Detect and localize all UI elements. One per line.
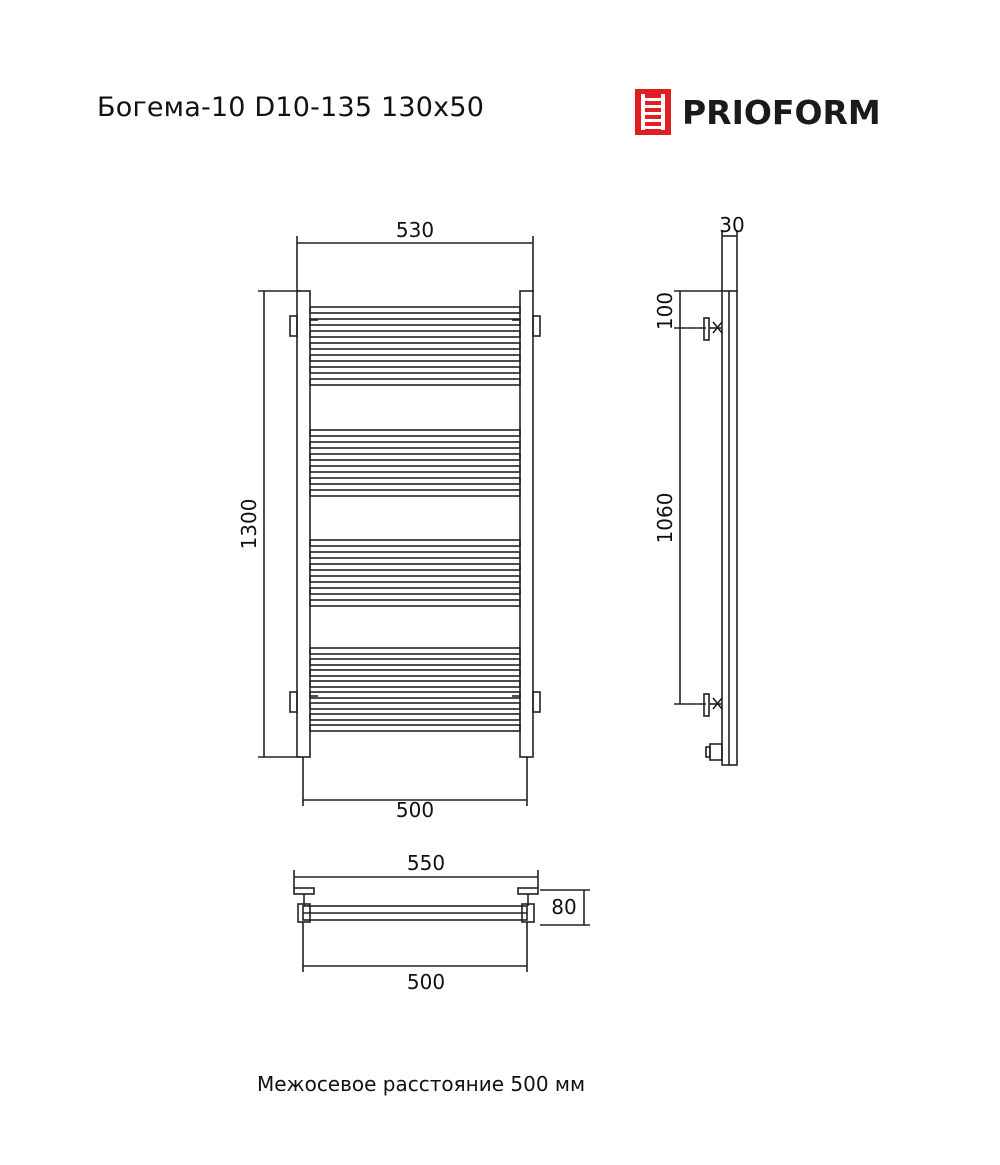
dim-side-depth: 30 [719,213,745,237]
rung [310,703,520,709]
rung [310,588,520,594]
dim-side-top-offset: 100 [653,291,677,331]
rung [310,367,520,373]
dim-front-width-top: 530 [395,218,435,242]
rung [310,648,520,654]
top-view [294,870,590,972]
front-rungs [310,307,520,731]
rung [310,343,520,349]
rung [310,659,520,665]
rung [310,714,520,720]
rung [310,670,520,676]
dim-front-height: 1300 [237,498,261,550]
rung [310,725,520,731]
dim-top-depth: 80 [551,895,577,919]
rung [310,552,520,558]
dim-top-width: 550 [406,851,446,875]
rung [310,681,520,687]
rung [310,600,520,606]
dim-top-pipe-spacing: 500 [406,970,446,994]
center-distance-caption: Межосевое расстояние 500 мм [257,1072,586,1096]
dim-front-width-bottom: 500 [395,798,435,822]
rung [310,331,520,337]
rung [310,307,520,313]
rung [310,692,520,698]
rung [310,576,520,582]
side-view [674,230,737,765]
rung [310,478,520,484]
rung [310,540,520,546]
dim-side-pipe-spacing: 1060 [653,492,677,544]
product-title: Богема-10 D10-135 130x50 [97,92,485,123]
rung [310,454,520,460]
rung [310,319,520,325]
rung [310,430,520,436]
rung [310,442,520,448]
rung [310,564,520,570]
rung [310,490,520,496]
rung [310,355,520,361]
rung [310,379,520,385]
rung [310,466,520,472]
brand-name: PRIOFORM [682,92,881,132]
